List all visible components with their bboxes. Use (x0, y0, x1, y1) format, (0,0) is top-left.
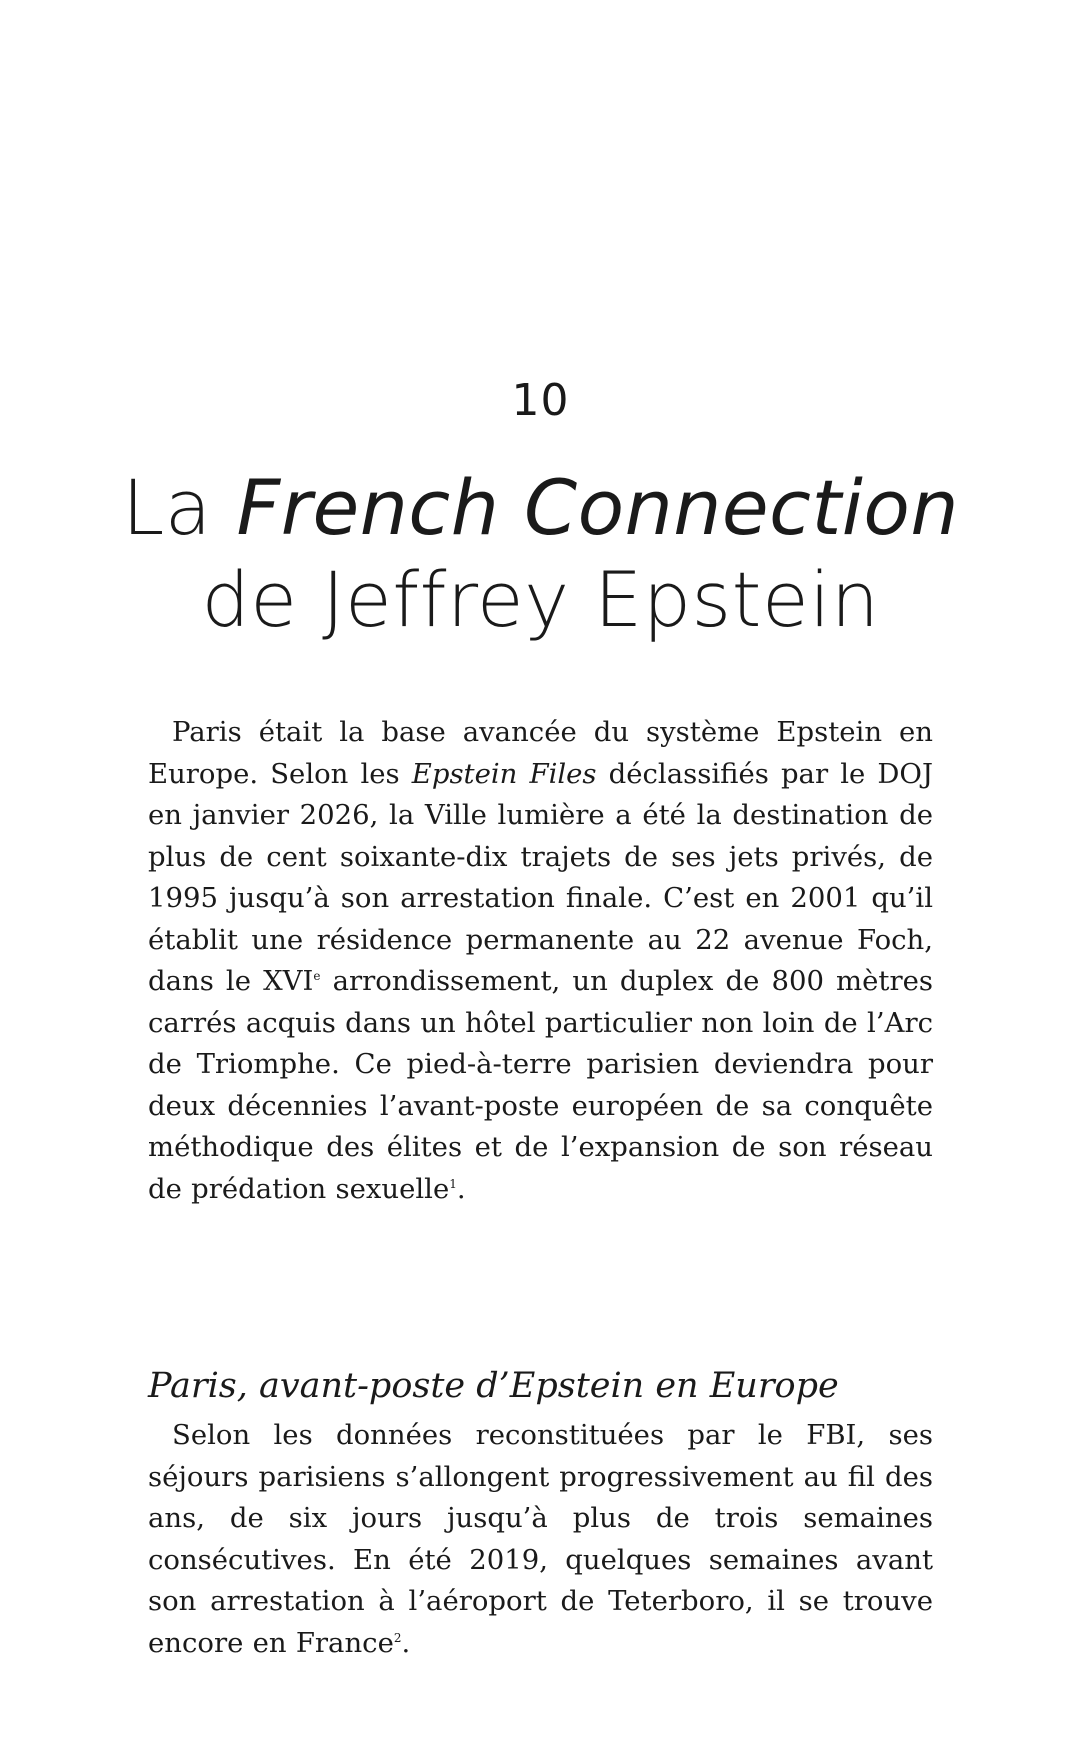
paragraph-end-period: . (401, 1626, 411, 1659)
footnote-ref-1: 1 (449, 1176, 457, 1191)
paragraph-section-segment: Selon les données reconstituées par le FBI, ses séjours parisiens s’allongent progressivement au fil des ans, de six jours jusqu’à plus de trois semaines consécutives. En été 2019, quelques semaines avant son arrestation à l’aéroport de Teterboro, il se trouve encore en France (148, 1419, 933, 1659)
chapter-title (0, 462, 1081, 646)
superscript-e: e (313, 968, 321, 983)
paragraph-intro-segment: arrondissement, un duplex de 800 mètres carrés acquis dans un hôtel particulier non loin de l’Arc de Triomphe. Ce pied-à-terre parisien deviendra pour deux décennies l’avant-poste européen de sa conquête méthodique des élites et de l’expansion de son réseau de prédation sexuelle (148, 965, 933, 1205)
chapter-title-line-1 (0, 462, 1081, 554)
chapter-title-prefix: La (121, 463, 237, 552)
paragraph-intro (148, 712, 933, 1210)
paragraph-intro-segment: déclassifiés par le DOJ en janvier 2026, la Ville lumière a été la destination de plus de cent soixante-dix trajets de ses jets privés, de 1995 jusqu’à son arrestation finale. C’est en 2001 qu’il établit une résidence permanente au 22 avenue Foch, dans le XVI (148, 757, 933, 997)
paragraph-end-period: . (456, 1172, 466, 1205)
chapter-number: 10 (511, 375, 570, 426)
footnote-ref-2: 2 (393, 1630, 402, 1645)
paragraph-section (148, 1415, 933, 1664)
paragraph-intro-text (148, 712, 933, 1210)
section-heading: Paris, avant-poste d’Epstein en Europe (148, 1366, 839, 1406)
epstein-files-italic: Epstein Files (411, 757, 597, 790)
chapter-title-line-2: de Jeffrey Epstein (201, 555, 880, 644)
paragraph-section-text (148, 1415, 933, 1664)
chapter-title-italic: French Connection (236, 463, 960, 552)
paragraph-intro-segment: Paris était la base avancée du système Epstein en Europe. Selon les (148, 716, 933, 790)
